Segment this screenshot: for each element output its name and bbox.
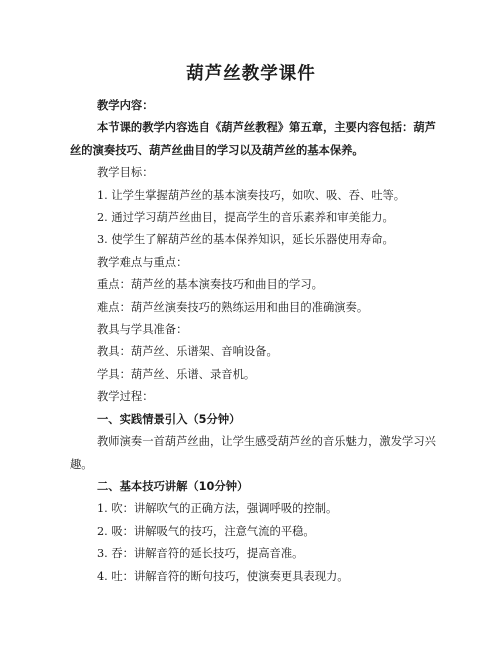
paragraph: 教学目标： (97, 166, 154, 180)
paragraph: 教具：葫芦丝、乐谱架、音响设备。 (97, 345, 278, 359)
paragraph: 学具：葫芦丝、乐谱、录音机。 (97, 367, 256, 381)
paragraph: 4. 吐：讲解音符的断句技巧，使演奏更具表现力。 (97, 569, 349, 583)
paragraph: 教学难点与重点： (97, 255, 188, 269)
paragraph: 重点：葫芦丝的基本演奏技巧和曲目的学习。 (97, 278, 323, 292)
paragraph: 一、实践情景引入（5分钟） (97, 412, 241, 426)
paragraph: 3. 使学生了解葫芦丝的基本保养知识，延长乐器使用寿命。 (97, 233, 394, 247)
paragraph: 2. 吸：讲解吸气的技巧，注意气流的平稳。 (97, 524, 315, 538)
paragraph: 1. 吹：讲解吹气的正确方法，强调呼吸的控制。 (97, 502, 338, 516)
page-title: 葫芦丝教学课件 (186, 64, 316, 84)
paragraph: 教学内容： (97, 99, 154, 112)
paragraph: 教学过程： (97, 390, 154, 404)
paragraph: 本节课的教学内容选自《葫芦丝教程》第五章，主要内容包括：葫芦丝的演奏技巧、葫芦丝曲目的学习以及葫芦丝的基本保养。 (70, 121, 436, 157)
paragraph: 难点：葫芦丝演奏技巧的熟练运用和曲目的准确演奏。 (97, 300, 369, 314)
paragraph: 2. 通过学习葫芦丝曲目，提高学生的音乐素养和审美能力。 (97, 211, 394, 225)
document-body (70, 95, 436, 588)
paragraph: 教师演奏一首葫芦丝曲，让学生感受葫芦丝的音乐魅力，激发学习兴趣。 (70, 435, 436, 471)
paragraph: 教具与学具准备： (97, 323, 188, 337)
paragraph: 二、基本技巧讲解（10分钟） (97, 479, 249, 493)
paragraph: 3. 吞：讲解音符的延长技巧，提高音准。 (97, 547, 304, 561)
paragraph: 1. 让学生掌握葫芦丝的基本演奏技巧，如吹、吸、吞、吐等。 (97, 188, 406, 202)
